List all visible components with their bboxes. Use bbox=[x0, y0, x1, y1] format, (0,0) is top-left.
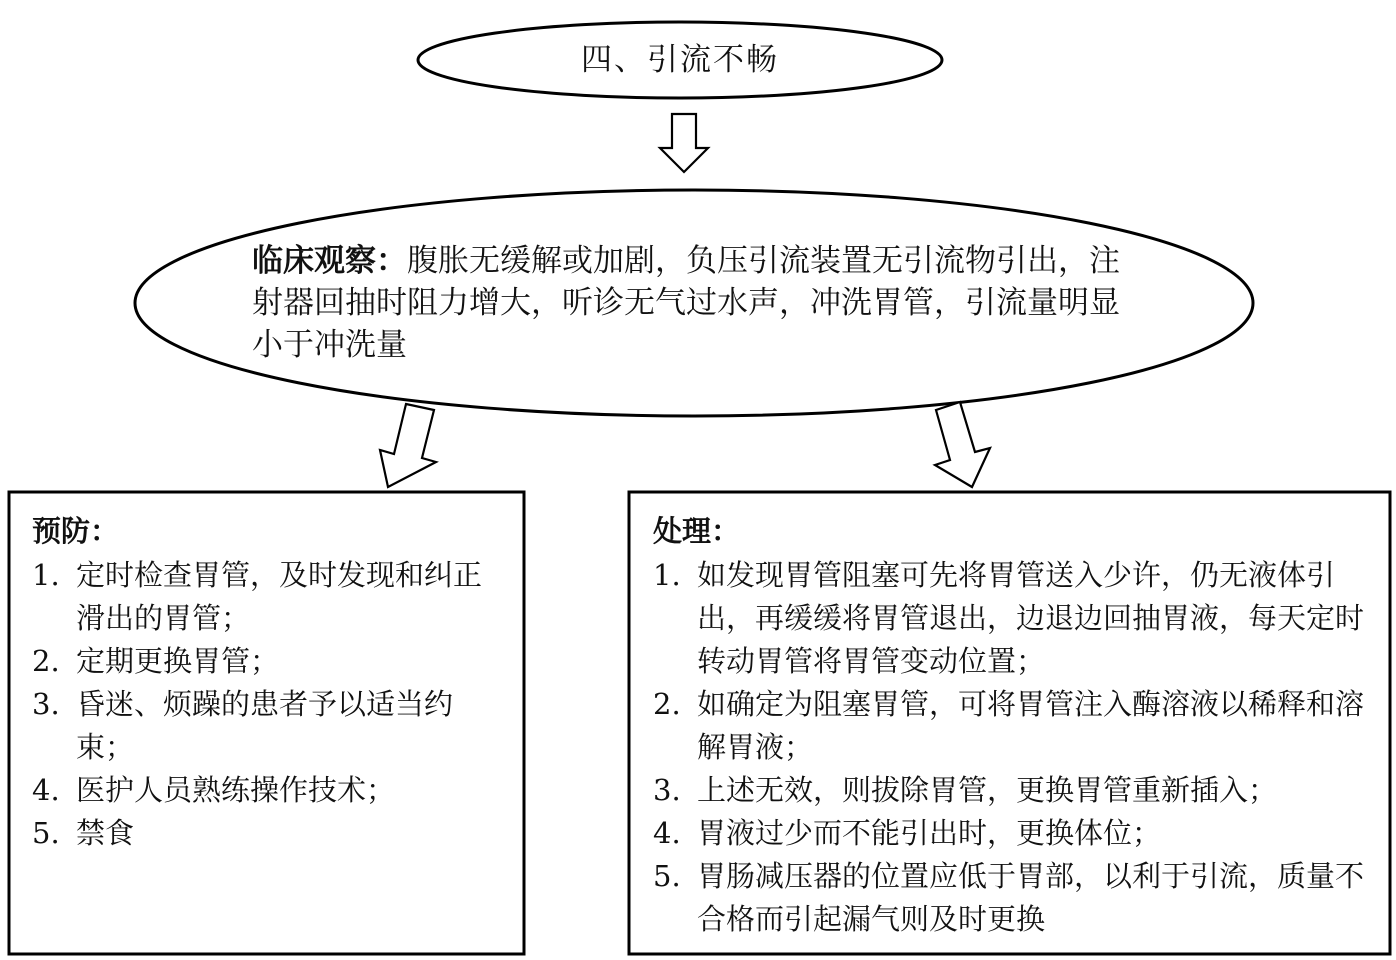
list-text: 胃液过少而不能引出时，更换体位； bbox=[697, 816, 1162, 850]
list-item bbox=[653, 812, 1371, 855]
list-item bbox=[32, 812, 504, 855]
list-text: 如确定为阻塞胃管，可将胃管注入酶溶液以稀释和溶解胃液； bbox=[697, 687, 1365, 764]
list-number: 4. bbox=[653, 816, 681, 850]
list-item bbox=[32, 683, 504, 769]
prevention-content bbox=[32, 510, 504, 855]
list-number: 5. bbox=[32, 816, 60, 850]
list-number: 5. bbox=[653, 859, 681, 893]
observation-body: 腹胀无缓解或加剧，负压引流装置无引流物引出，注射器回抽时阻力增大，听诊无气过水声，冲洗胃管，引流量明显小于冲洗量 bbox=[252, 243, 1120, 363]
list-number: 4. bbox=[32, 773, 60, 807]
arrow-down-icon bbox=[660, 114, 708, 172]
list-text: 如发现胃管阻塞可先将胃管送入少许，仍无液体引出，再缓缓将胃管退出，边退边回抽胃液，每天定时转动胃管将胃管变动位置； bbox=[697, 558, 1365, 678]
title-text: 四、引流不畅 bbox=[581, 42, 779, 78]
list-text: 定期更换胃管； bbox=[76, 644, 280, 678]
list-number: 3. bbox=[32, 687, 60, 721]
list-number: 2. bbox=[32, 644, 60, 678]
list-number: 1. bbox=[32, 558, 60, 592]
list-text: 医护人员熟练操作技术； bbox=[76, 773, 396, 807]
list-item bbox=[653, 683, 1371, 769]
list-item bbox=[653, 554, 1371, 683]
treatment-content bbox=[653, 510, 1371, 941]
prevention-heading: 预防： bbox=[32, 514, 120, 548]
list-item bbox=[32, 554, 504, 640]
list-item bbox=[32, 769, 504, 812]
list-text: 昏迷、烦躁的患者予以适当约束； bbox=[76, 687, 454, 764]
list-number: 3. bbox=[653, 773, 681, 807]
list-item bbox=[653, 855, 1371, 941]
list-text: 胃肠减压器的位置应低于胃部，以利于引流，质量不合格而引起漏气则及时更换 bbox=[697, 859, 1365, 936]
list-text: 禁食 bbox=[76, 816, 135, 850]
list-item bbox=[653, 769, 1371, 812]
arrow-down-right-icon bbox=[935, 402, 990, 487]
observation-label: 临床观察： bbox=[252, 243, 407, 279]
list-number: 2. bbox=[653, 687, 681, 721]
list-text: 上述无效，则拔除胃管，更换胃管重新插入； bbox=[697, 773, 1278, 807]
observation-text bbox=[252, 240, 1132, 366]
list-number: 1. bbox=[653, 558, 681, 592]
list-item bbox=[32, 640, 504, 683]
arrow-down-left-icon bbox=[380, 404, 436, 487]
list-text: 定时检查胃管，及时发现和纠正滑出的胃管； bbox=[76, 558, 483, 635]
treatment-heading: 处理： bbox=[653, 514, 741, 548]
